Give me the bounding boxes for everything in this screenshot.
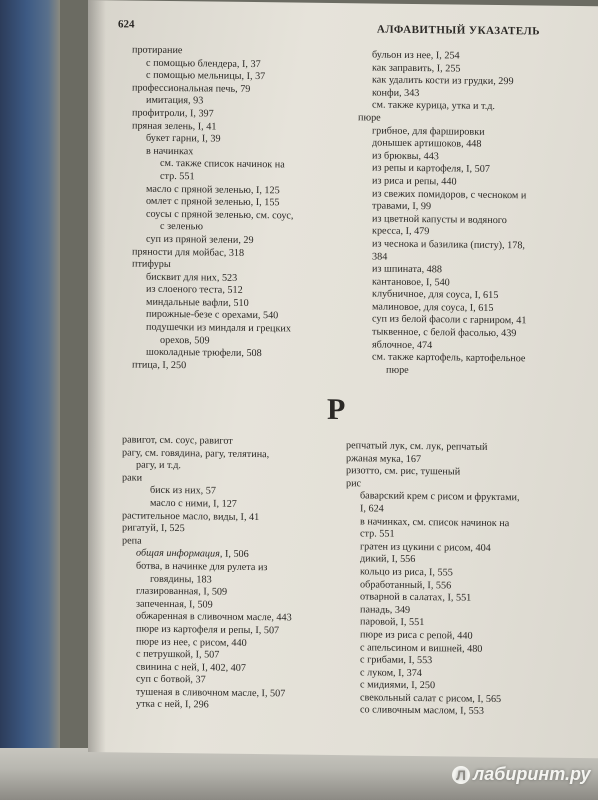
- index-entry: шоколадные трюфели, 508: [146, 346, 262, 360]
- index-entry: из чеснока и базилика (писту), 178,: [372, 238, 525, 252]
- index-entry: рис: [346, 477, 362, 490]
- index-entry: пюре из картофеля и репы, I, 507: [136, 623, 280, 637]
- index-entry: рагу, см. говядина, рагу, телятина,: [122, 447, 270, 460]
- index-entry: малиновое, для соуса, I, 615: [372, 301, 494, 314]
- index-entry: протирание: [132, 44, 183, 57]
- index-entry: пирожные-безе с орехами, 540: [146, 309, 279, 322]
- index-entry: в начинках: [146, 145, 194, 158]
- index-entry: в начинках, см. список начинок на: [360, 515, 510, 529]
- index-column-top-left: [118, 44, 328, 374]
- index-entry: баварский крем с рисом и фруктами,: [360, 490, 520, 504]
- index-entry: масло с ними, I, 127: [150, 497, 237, 510]
- index-entry-rest: , I, 506: [219, 548, 249, 561]
- index-entry: подушечки из миндаля и грецких: [146, 321, 291, 335]
- index-entry: травами, I, 99: [372, 200, 432, 213]
- running-title: АЛФАВИТНЫЙ УКАЗАТЕЛЬ: [376, 23, 540, 38]
- index-entry: с зеленью: [160, 221, 203, 233]
- index-entry: ботва, в начинке для рулета из: [136, 560, 268, 574]
- index-entry: с петрушкой, I, 507: [136, 648, 220, 661]
- index-entry: рагу, и т.д.: [136, 459, 181, 472]
- index-column-bottom-right: [346, 440, 571, 720]
- index-entry: яблочное, 474: [372, 339, 433, 351]
- section-letter: Р: [327, 392, 346, 427]
- index-entry: клубничное, для соуса, I, 615: [372, 288, 499, 302]
- index-entry: I, 624: [360, 503, 384, 515]
- index-entry: с апельсином и вишней, 480: [360, 641, 483, 655]
- page-gutter-shadow: [88, 0, 106, 752]
- index-entry: с луком, I, 374: [360, 667, 422, 679]
- index-entry: пюре из риса с репой, 440: [360, 629, 473, 642]
- index-entry: омлет с пряной зеленью, I, 155: [146, 195, 280, 209]
- index-entry: ризотто, см. рис, тушеный: [346, 465, 461, 478]
- index-entry: конфи, 343: [372, 87, 420, 99]
- book-page: [88, 0, 598, 758]
- index-entry: орехов, 509: [160, 334, 210, 347]
- index-entry: с грибами, I, 553: [360, 654, 433, 667]
- index-entry: из шпината, 488: [372, 263, 442, 276]
- index-entry: бисквит для них, 523: [146, 271, 238, 284]
- index-entry: см. также курица, утка и т.д.: [372, 99, 495, 113]
- index-entry: репа: [122, 535, 142, 547]
- index-entry: свинина с ней, I, 402, 407: [136, 661, 246, 674]
- index-entry: растительное масло, виды, I, 41: [122, 509, 260, 523]
- index-entry: со сливочным маслом, I, 553: [360, 704, 484, 718]
- index-entry: стр. 551: [160, 170, 195, 183]
- index-entry: суп из белой фасоли с гарниром, 41: [372, 313, 527, 327]
- index-entry: с помощью блендера, I, 37: [146, 57, 261, 70]
- index-entry: миндальные вафли, 510: [146, 296, 249, 309]
- index-entry: профессиональная печь, 79: [132, 82, 251, 95]
- index-entry: из цветной капусты и водяного: [372, 213, 507, 226]
- index-entry: стр. 551: [360, 528, 395, 540]
- index-entry: утка с ней, I, 296: [136, 699, 209, 711]
- index-entry: глазированная, I, 509: [136, 585, 228, 598]
- index-entry: грибное, для фаршировки: [372, 125, 485, 138]
- index-entry: обработанный, I, 556: [360, 578, 452, 591]
- index-entry: говядины, 183: [150, 573, 212, 586]
- index-entry: тушеная в сливочном масле, I, 507: [136, 686, 286, 700]
- index-entry: запеченная, I, 509: [136, 598, 213, 611]
- index-entry: птифуры: [132, 258, 171, 271]
- index-entry: кольцо из риса, I, 555: [360, 566, 453, 579]
- index-entry: свекольный салат с рисом, I, 565: [360, 692, 502, 705]
- index-entry: из риса и репы, 440: [372, 175, 457, 188]
- index-entry: пряная зелень, I, 41: [132, 120, 217, 133]
- index-entry: соусы с пряной зеленью, см. соус,: [146, 208, 294, 222]
- index-entry: дикий, I, 556: [360, 553, 416, 566]
- index-entry: профитроли, I, 397: [132, 107, 214, 120]
- index-entry: с помощью мельницы, I, 37: [146, 69, 266, 83]
- index-entry: из брюквы, 443: [372, 150, 439, 163]
- page-number: 624: [118, 18, 135, 31]
- index-entry: раки: [122, 472, 143, 484]
- watermark: [452, 764, 591, 785]
- index-entry: пряности для мойбас, 318: [132, 246, 245, 259]
- index-entry: паровой, I, 551: [360, 616, 425, 629]
- index-entry: букет гарни, I, 39: [146, 132, 221, 145]
- index-entry: кантановое, I, 540: [372, 276, 450, 289]
- index-column-top-right: [358, 49, 583, 379]
- watermark-text: лабиринт.ру: [473, 764, 591, 784]
- index-entry: ригатуй, I, 525: [122, 522, 185, 535]
- index-entry: суп с ботвой, 37: [136, 673, 206, 686]
- index-entry: ржаная мука, 167: [346, 452, 422, 465]
- index-entry: см. также картофель, картофельное: [372, 351, 526, 365]
- index-entry: как заправить, I, 255: [372, 62, 461, 75]
- index-entry: панадь, 349: [360, 604, 411, 616]
- watermark-logo-icon: Л: [452, 766, 470, 784]
- index-entry: донышек артишоков, 448: [372, 137, 482, 150]
- index-entry: с мидиями, I, 250: [360, 679, 436, 692]
- index-entry-italic: общая информация: [136, 547, 220, 560]
- index-entry: тыквенное, с белой фасолью, 439: [372, 326, 517, 340]
- background-left-edge: [0, 0, 60, 800]
- index-entry: бульон из нее, I, 254: [372, 49, 460, 62]
- index-column-bottom-left: [122, 434, 342, 714]
- index-entry: пюре: [386, 364, 409, 376]
- index-entry: равигот, см. соус, равигот: [122, 434, 233, 447]
- index-entry: кресса, I, 479: [372, 225, 430, 238]
- index-entry: птица, I, 250: [132, 359, 187, 372]
- index-entry: суп из пряной зелени, 29: [146, 233, 254, 246]
- index-entry: масло с пряной зеленью, I, 125: [146, 183, 280, 196]
- index-entry: обжаренная в сливочном масле, 443: [136, 610, 292, 624]
- index-entry: имитация, 93: [146, 95, 204, 107]
- index-entry: репчатый лук, см. лук, репчатый: [346, 440, 488, 453]
- index-entry: пюре из нее, с рисом, 440: [136, 636, 247, 649]
- index-entry: гратен из цукини с рисом, 404: [360, 541, 491, 554]
- index-entry: из слоеного теста, 512: [146, 283, 243, 297]
- index-entry: пюре: [358, 112, 381, 124]
- index-entry: из репы и картофеля, I, 507: [372, 162, 490, 176]
- index-entry: биск из них, 57: [150, 485, 216, 497]
- index-entry: из свежих помидоров, с чесноком и: [372, 188, 527, 201]
- index-entry: см. также список начинок на: [160, 158, 285, 171]
- index-entry: отварной в салатах, I, 551: [360, 591, 472, 604]
- index-entry: 384: [372, 250, 388, 263]
- index-entry: как удалить кости из грудки, 299: [372, 74, 514, 88]
